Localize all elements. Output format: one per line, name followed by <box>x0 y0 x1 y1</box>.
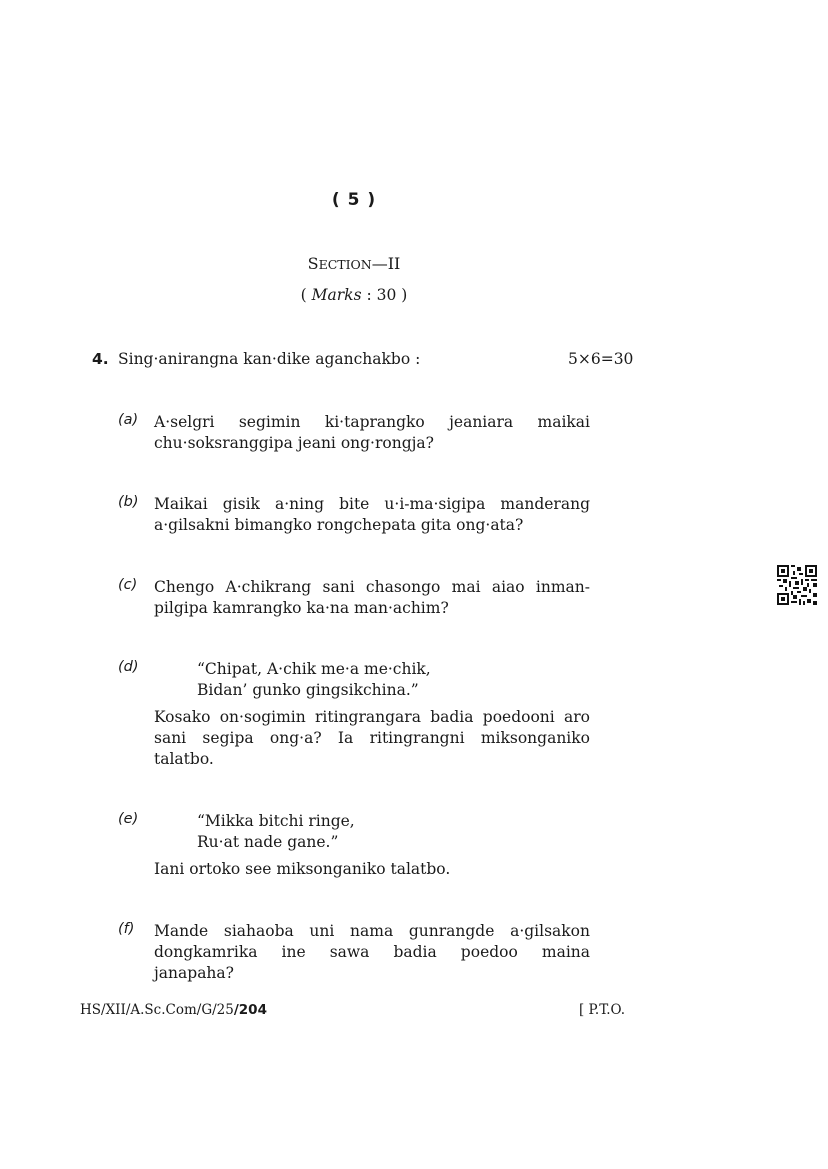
item-text-a: A·selgri segimin ki·taprangko jeaniara maikai chu·soksranggipa jeani ong·rongja? <box>154 413 590 452</box>
item-label-c: (c) <box>118 577 138 593</box>
item-label-a: (a) <box>118 412 139 428</box>
item-text-d: Kosako on·sogimin ritingrangara badia poedooni aro sani segipa ong·a? Ia ritingrangni miksonganiko talatbo. <box>154 708 590 768</box>
item-text-b: Maikai gisik a·ning bite u·i-ma·sigipa manderang a·gilsakni bimangko rongchepata gita ong·ata? <box>154 495 590 534</box>
question-marks: 5×6=30 <box>568 350 634 368</box>
paper-code: HS/XII/A.Sc.Com/G/25/204 <box>80 1002 267 1018</box>
item-label-d: (d) <box>118 659 139 675</box>
item-text-f: Mande siahaoba uni nama gunrangde a·gilsakon dongkamrika ine sawa badia poedoo maina janapaha? <box>154 922 590 982</box>
item-quote-d: “Chipat, A·chik me·a me·chik, Bidan’ gunko gingsikchina.” <box>197 660 431 699</box>
section-marks: ( Marks : 30 ) <box>300 286 408 304</box>
question-number: 4. <box>92 350 109 368</box>
item-label-f: (f) <box>118 921 135 937</box>
item-label-b: (b) <box>118 494 139 510</box>
item-quote-e: “Mikka bitchi ringe, Ru·at nade gane.” <box>197 812 355 851</box>
item-label-e: (e) <box>118 811 139 827</box>
qr-code-icon <box>777 565 817 605</box>
page-number: ( 5 ) <box>331 190 377 210</box>
item-text-c: Chengo A·chikrang sani chasongo mai aiao inman- pilgipa kamrangko ka·na man·achim? <box>154 578 590 617</box>
section-heading: SECTION—II <box>307 254 401 273</box>
pto-note: [ P.T.O. <box>579 1002 626 1018</box>
question-instruction: Sing·anirangna kan·dike aganchakbo : <box>118 350 421 368</box>
item-text-e: Iani ortoko see miksonganiko talatbo. <box>154 860 451 878</box>
